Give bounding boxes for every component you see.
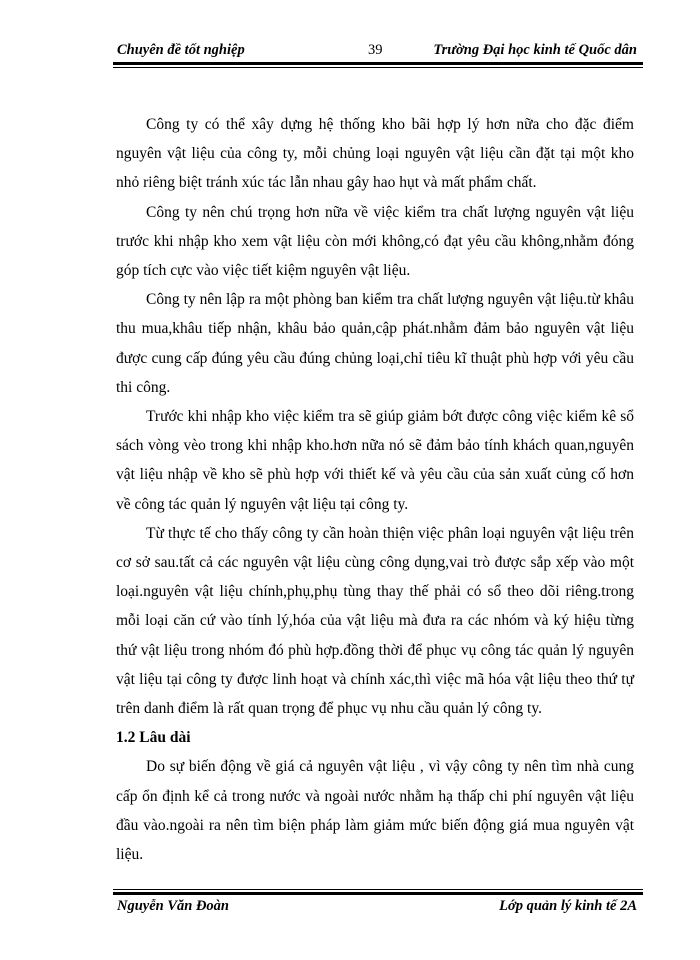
- header-rule-thick: [113, 62, 643, 65]
- paragraph-5: Từ thực tế cho thấy công ty cần hoàn thiện việc phân loại nguyên vật liệu trên cơ sở sau.tất cả các nguyên vật liệu cùng công dụng,vai trò được sắp xếp vào một loại.nguyên vật liệu chính,phụ,phụ tùng thay thế phải có sổ theo dõi riêng.trong mỗi loại căn cứ vào tính lý,hóa của vật liệu mà đưa ra các nhóm và ký hiệu từng thứ vật liệu trong nhóm đó phù hợp.đồng thời để phục vụ công tác quản lý nguyên vật liệu tại công ty được linh hoạt và chính xác,thì việc mã hóa vật liệu theo thứ tự trên danh điểm là rất quan trọng để phục vụ nhu cầu quản lý công ty.: [116, 524, 634, 718]
- paragraph-3: Công ty nên lập ra một phòng ban kiểm tra chất lượng nguyên vật liệu.từ khâu thu mua,khâu tiếp nhận, khâu bảo quản,cập phát.nhằm đảm bảo nguyên vật liệu được cung cấp đúng yêu cầu đúng chủng loại,chỉ tiêu kĩ thuật phù hợp với yêu cầu thi công.: [116, 291, 634, 396]
- section-heading: 1.2 Lâu dài: [116, 729, 191, 747]
- footer-author: Nguyễn Văn Đoàn: [117, 898, 229, 914]
- footer-rule-thick: [113, 892, 643, 895]
- page-number: 39: [368, 42, 383, 58]
- header-title: Chuyên đề tốt nghiệp: [117, 42, 245, 58]
- footer-class: Lớp quản lý kinh tế 2A: [499, 898, 637, 914]
- footer-rule-thin: [113, 889, 643, 890]
- header-university: Trường Đại học kinh tế Quốc dân: [433, 42, 637, 58]
- document-body: [116, 110, 634, 869]
- paragraph-2: Công ty nên chú trọng hơn nữa về việc kiểm tra chất lượng nguyên vật liệu trước khi nhập kho xem vật liệu còn mới không,có đạt yêu cầu không,nhằm đóng góp tích cực vào việc tiết kiệm nguyên vật liệu.: [116, 203, 634, 280]
- paragraph-6: Do sự biến động về giá cả nguyên vật liệu , vì vậy công ty nên tìm nhà cung cấp ổn định kể cả trong nước và ngoài nước nhằm hạ thấp chi phí nguyên vật liệu đầu vào.ngoài ra nên tìm biện pháp làm giảm mức biến động giá mua nguyên vật liệu.: [116, 758, 634, 864]
- header-rule-thin: [113, 67, 643, 68]
- paragraph-1: Công ty có thể xây dựng hệ thống kho bãi hợp lý hơn nữa cho đặc điểm nguyên vật liệu của công ty, mỗi chủng loại nguyên vật liệu cần đặt tại một kho nhỏ riêng biệt tránh xúc tác lẫn nhau gây hao hụt và mất phẩm chất.: [116, 116, 634, 192]
- page-header: [113, 38, 643, 62]
- page-footer: [113, 896, 643, 918]
- paragraph-4: Trước khi nhập kho việc kiểm tra sẽ giúp giảm bớt được công việc kiểm kê sổ sách vòng vèo trong khi nhập kho.hơn nữa nó sẽ đảm bảo tính khách quan,nguyên vật liệu nhập về kho sẽ phù hợp với thiết kế và yêu cầu của sản xuất củng cố hơn về công tác quản lý nguyên vật liệu tại công ty.: [116, 408, 634, 513]
